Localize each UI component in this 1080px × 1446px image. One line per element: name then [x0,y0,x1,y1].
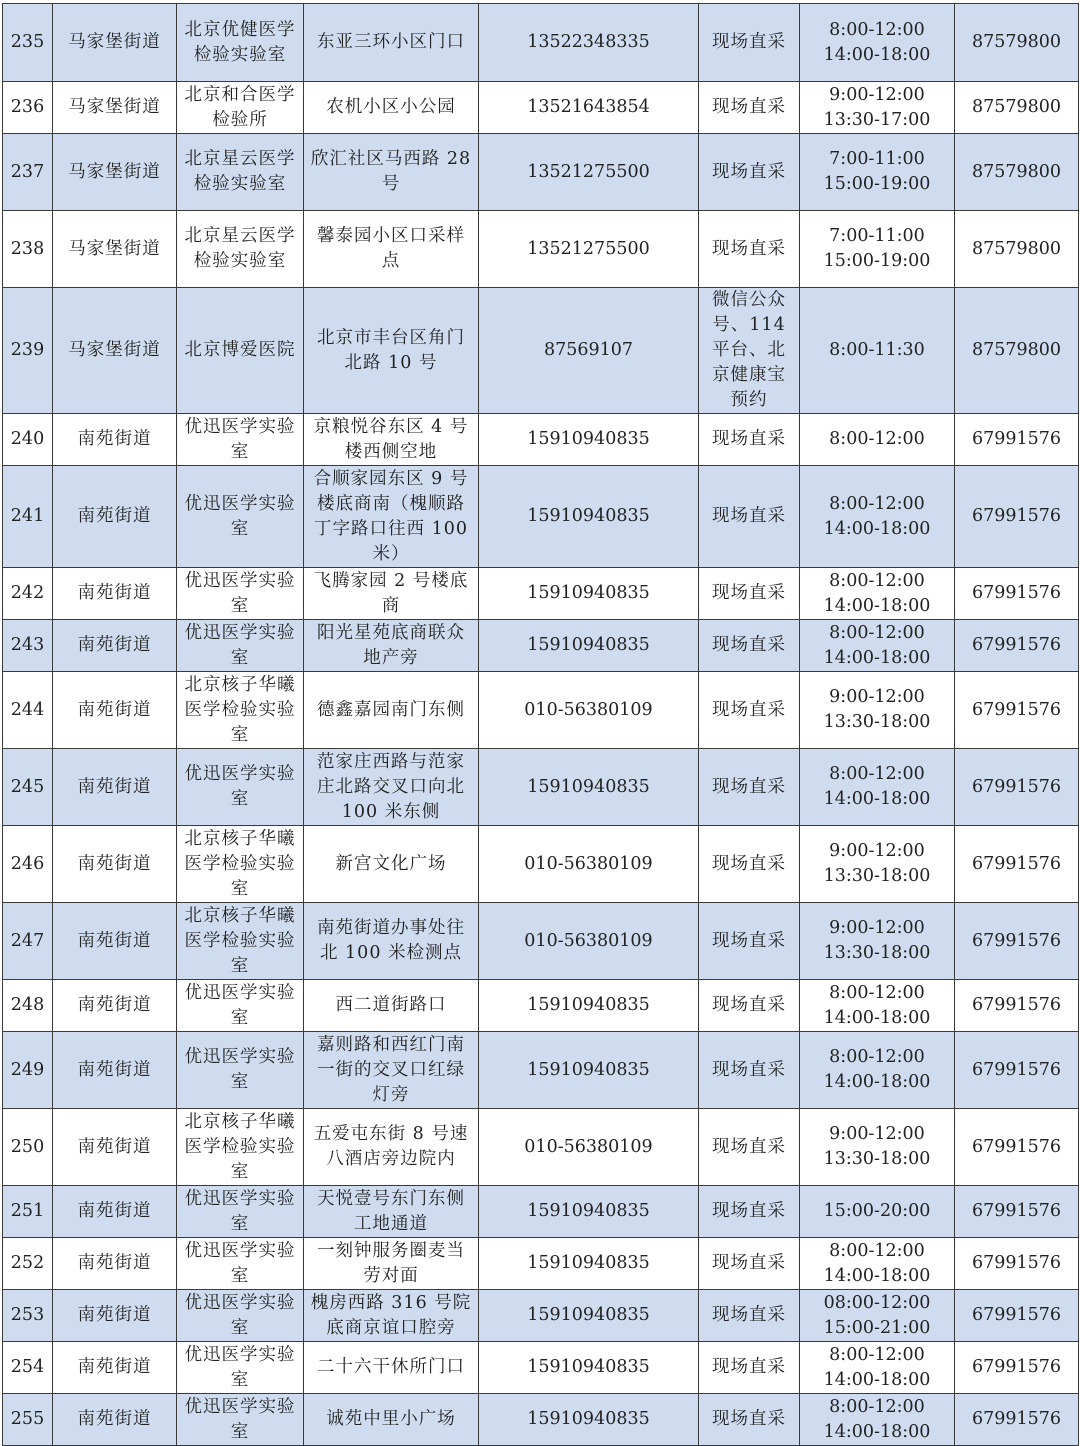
phone-number: 15910940835 [479,1290,699,1342]
row-number: 235 [3,4,53,82]
street-contact-number: 67991576 [955,672,1079,749]
sampling-location: 五爱屯东街 8 号速八酒店旁边院内 [304,1109,479,1186]
sampling-method: 现场直采 [699,1109,800,1186]
table-row [3,1342,1079,1394]
street-name: 南苑街道 [53,1290,177,1342]
street-contact-number: 67991576 [955,1238,1079,1290]
table-row [3,620,1079,672]
institution-name: 北京核子华曦医学检验实验室 [177,903,304,980]
sampling-location: 欣汇社区马西路 28 号 [304,134,479,211]
table-body [3,4,1079,1446]
sampling-location: 合顺家园东区 9 号楼底商南（槐顺路丁字路口往西 100 米） [304,466,479,568]
street-contact-number: 87579800 [955,288,1079,414]
row-number: 242 [3,568,53,620]
row-number: 250 [3,1109,53,1186]
sampling-method: 现场直采 [699,1290,800,1342]
street-name: 南苑街道 [53,1186,177,1238]
street-name: 南苑街道 [53,568,177,620]
street-name: 南苑街道 [53,1394,177,1446]
row-number: 241 [3,466,53,568]
table-row [3,1186,1079,1238]
opening-hours: 7:00-11:00 15:00-19:00 [800,211,955,288]
sampling-location: 馨泰园小区口采样点 [304,211,479,288]
street-contact-number: 67991576 [955,980,1079,1032]
table-row [3,82,1079,134]
street-name: 南苑街道 [53,1342,177,1394]
opening-hours: 15:00-20:00 [800,1186,955,1238]
opening-hours: 9:00-12:00 13:30-17:00 [800,82,955,134]
sampling-location: 二十六干休所门口 [304,1342,479,1394]
sampling-method: 现场直采 [699,826,800,903]
table-row [3,826,1079,903]
opening-hours: 9:00-12:00 13:30-18:00 [800,826,955,903]
phone-number: 15910940835 [479,1238,699,1290]
row-number: 238 [3,211,53,288]
table-row [3,414,1079,466]
table-row [3,211,1079,288]
institution-name: 优迅医学实验室 [177,1238,304,1290]
row-number: 244 [3,672,53,749]
institution-name: 北京博爱医院 [177,288,304,414]
phone-number: 010-56380109 [479,903,699,980]
institution-name: 优迅医学实验室 [177,568,304,620]
street-name: 南苑街道 [53,903,177,980]
table-row [3,749,1079,826]
sampling-method: 现场直采 [699,980,800,1032]
row-number: 255 [3,1394,53,1446]
sampling-location: 嘉则路和西红门南一街的交叉口红绿灯旁 [304,1032,479,1109]
street-contact-number: 67991576 [955,1186,1079,1238]
sampling-method: 现场直采 [699,466,800,568]
street-name: 南苑街道 [53,672,177,749]
table-row [3,568,1079,620]
sampling-method: 现场直采 [699,1186,800,1238]
sampling-location: 槐房西路 316 号院底商京谊口腔旁 [304,1290,479,1342]
sampling-location: 农机小区小公园 [304,82,479,134]
opening-hours: 9:00-12:00 13:30-18:00 [800,672,955,749]
street-contact-number: 87579800 [955,134,1079,211]
street-contact-number: 67991576 [955,749,1079,826]
sampling-method: 现场直采 [699,1032,800,1109]
sampling-method: 现场直采 [699,568,800,620]
table-row [3,134,1079,211]
table-row [3,466,1079,568]
street-name: 南苑街道 [53,466,177,568]
sampling-method: 现场直采 [699,134,800,211]
sampling-method: 现场直采 [699,749,800,826]
street-contact-number: 67991576 [955,1394,1079,1446]
institution-name: 优迅医学实验室 [177,1342,304,1394]
sampling-method: 现场直采 [699,211,800,288]
opening-hours: 8:00-12:00 14:00-18:00 [800,620,955,672]
opening-hours: 9:00-12:00 13:30-18:00 [800,1109,955,1186]
table-row [3,903,1079,980]
phone-number: 15910940835 [479,1186,699,1238]
phone-number: 15910940835 [479,749,699,826]
phone-number: 15910940835 [479,980,699,1032]
institution-name: 北京星云医学检验实验室 [177,134,304,211]
street-name: 南苑街道 [53,826,177,903]
phone-number: 010-56380109 [479,826,699,903]
institution-name: 优迅医学实验室 [177,1290,304,1342]
sampling-location: 阳光星苑底商联众地产旁 [304,620,479,672]
street-name: 南苑街道 [53,414,177,466]
street-contact-number: 67991576 [955,1290,1079,1342]
phone-number: 010-56380109 [479,1109,699,1186]
table-row [3,1238,1079,1290]
table-row [3,980,1079,1032]
institution-name: 北京和合医学检验所 [177,82,304,134]
row-number: 253 [3,1290,53,1342]
street-name: 马家堡街道 [53,211,177,288]
sampling-location: 南苑街道办事处往北 100 米检测点 [304,903,479,980]
institution-name: 优迅医学实验室 [177,980,304,1032]
institution-name: 北京核子华曦医学检验实验室 [177,826,304,903]
street-name: 南苑街道 [53,980,177,1032]
street-contact-number: 87579800 [955,82,1079,134]
street-contact-number: 67991576 [955,414,1079,466]
sampling-method: 现场直采 [699,4,800,82]
row-number: 246 [3,826,53,903]
row-number: 237 [3,134,53,211]
row-number: 254 [3,1342,53,1394]
opening-hours: 9:00-12:00 13:30-18:00 [800,903,955,980]
row-number: 251 [3,1186,53,1238]
sampling-method: 现场直采 [699,1238,800,1290]
row-number: 243 [3,620,53,672]
phone-number: 15910940835 [479,466,699,568]
institution-name: 优迅医学实验室 [177,749,304,826]
institution-name: 北京核子华曦医学检验实验室 [177,1109,304,1186]
table-row [3,1290,1079,1342]
opening-hours: 7:00-11:00 15:00-19:00 [800,134,955,211]
street-contact-number: 67991576 [955,903,1079,980]
street-name: 马家堡街道 [53,134,177,211]
sampling-method: 现场直采 [699,672,800,749]
sampling-location: 德鑫嘉园南门东侧 [304,672,479,749]
street-contact-number: 87579800 [955,211,1079,288]
street-contact-number: 67991576 [955,1032,1079,1109]
sampling-method: 现场直采 [699,620,800,672]
opening-hours: 8:00-12:00 14:00-18:00 [800,1342,955,1394]
opening-hours: 8:00-12:00 14:00-18:00 [800,1032,955,1109]
table-row [3,4,1079,82]
sampling-location: 新宫文化广场 [304,826,479,903]
row-number: 247 [3,903,53,980]
street-contact-number: 67991576 [955,620,1079,672]
institution-name: 优迅医学实验室 [177,414,304,466]
sampling-location: 北京市丰台区角门北路 10 号 [304,288,479,414]
table-row [3,1109,1079,1186]
sampling-method: 现场直采 [699,414,800,466]
sampling-method: 现场直采 [699,1342,800,1394]
opening-hours: 8:00-12:00 14:00-18:00 [800,749,955,826]
phone-number: 15910940835 [479,1032,699,1109]
phone-number: 15910940835 [479,620,699,672]
sampling-location: 范家庄西路与范家庄北路交叉口向北 100 米东侧 [304,749,479,826]
phone-number: 13522348335 [479,4,699,82]
row-number: 248 [3,980,53,1032]
sampling-location: 东亚三环小区门口 [304,4,479,82]
opening-hours: 8:00-12:00 14:00-18:00 [800,4,955,82]
institution-name: 北京核子华曦医学检验实验室 [177,672,304,749]
institution-name: 优迅医学实验室 [177,466,304,568]
institution-name: 优迅医学实验室 [177,620,304,672]
street-contact-number: 67991576 [955,826,1079,903]
street-contact-number: 67991576 [955,466,1079,568]
phone-number: 15910940835 [479,1394,699,1446]
street-name: 南苑街道 [53,620,177,672]
opening-hours: 8:00-12:00 14:00-18:00 [800,1238,955,1290]
phone-number: 87569107 [479,288,699,414]
row-number: 236 [3,82,53,134]
row-number: 252 [3,1238,53,1290]
sampling-method: 现场直采 [699,1394,800,1446]
street-name: 马家堡街道 [53,288,177,414]
street-name: 南苑街道 [53,1238,177,1290]
opening-hours: 8:00-12:00 14:00-18:00 [800,466,955,568]
phone-number: 13521275500 [479,211,699,288]
sampling-location: 京粮悦谷东区 4 号楼西侧空地 [304,414,479,466]
table-row [3,1394,1079,1446]
phone-number: 15910940835 [479,1342,699,1394]
row-number: 249 [3,1032,53,1109]
row-number: 239 [3,288,53,414]
sampling-method: 现场直采 [699,82,800,134]
sampling-method: 现场直采 [699,903,800,980]
opening-hours: 8:00-12:00 14:00-18:00 [800,568,955,620]
institution-name: 优迅医学实验室 [177,1186,304,1238]
phone-number: 13521275500 [479,134,699,211]
phone-number: 010-56380109 [479,672,699,749]
street-name: 南苑街道 [53,749,177,826]
street-contact-number: 87579800 [955,4,1079,82]
opening-hours: 8:00-12:00 14:00-18:00 [800,980,955,1032]
sampling-location: 天悦壹号东门东侧工地通道 [304,1186,479,1238]
row-number: 245 [3,749,53,826]
institution-name: 优迅医学实验室 [177,1032,304,1109]
opening-hours: 8:00-12:00 14:00-18:00 [800,1394,955,1446]
street-name: 马家堡街道 [53,4,177,82]
street-contact-number: 67991576 [955,1342,1079,1394]
phone-number: 13521643854 [479,82,699,134]
street-name: 南苑街道 [53,1032,177,1109]
phone-number: 15910940835 [479,414,699,466]
street-contact-number: 67991576 [955,1109,1079,1186]
sampling-method: 微信公众号、114 平台、北京健康宝预约 [699,288,800,414]
sampling-location: 诚苑中里小广场 [304,1394,479,1446]
sampling-location: 西二道街路口 [304,980,479,1032]
institution-name: 优迅医学实验室 [177,1394,304,1446]
testing-sites-table [2,3,1079,1446]
street-name: 马家堡街道 [53,82,177,134]
sampling-location: 飞腾家园 2 号楼底商 [304,568,479,620]
street-name: 南苑街道 [53,1109,177,1186]
institution-name: 北京星云医学检验实验室 [177,211,304,288]
table-row [3,1032,1079,1109]
table-row [3,672,1079,749]
row-number: 240 [3,414,53,466]
institution-name: 北京优健医学检验实验室 [177,4,304,82]
opening-hours: 8:00-11:30 [800,288,955,414]
phone-number: 15910940835 [479,568,699,620]
sampling-location: 一刻钟服务圈麦当劳对面 [304,1238,479,1290]
table-row [3,288,1079,414]
opening-hours: 8:00-12:00 [800,414,955,466]
street-contact-number: 67991576 [955,568,1079,620]
opening-hours: 08:00-12:00 15:00-21:00 [800,1290,955,1342]
